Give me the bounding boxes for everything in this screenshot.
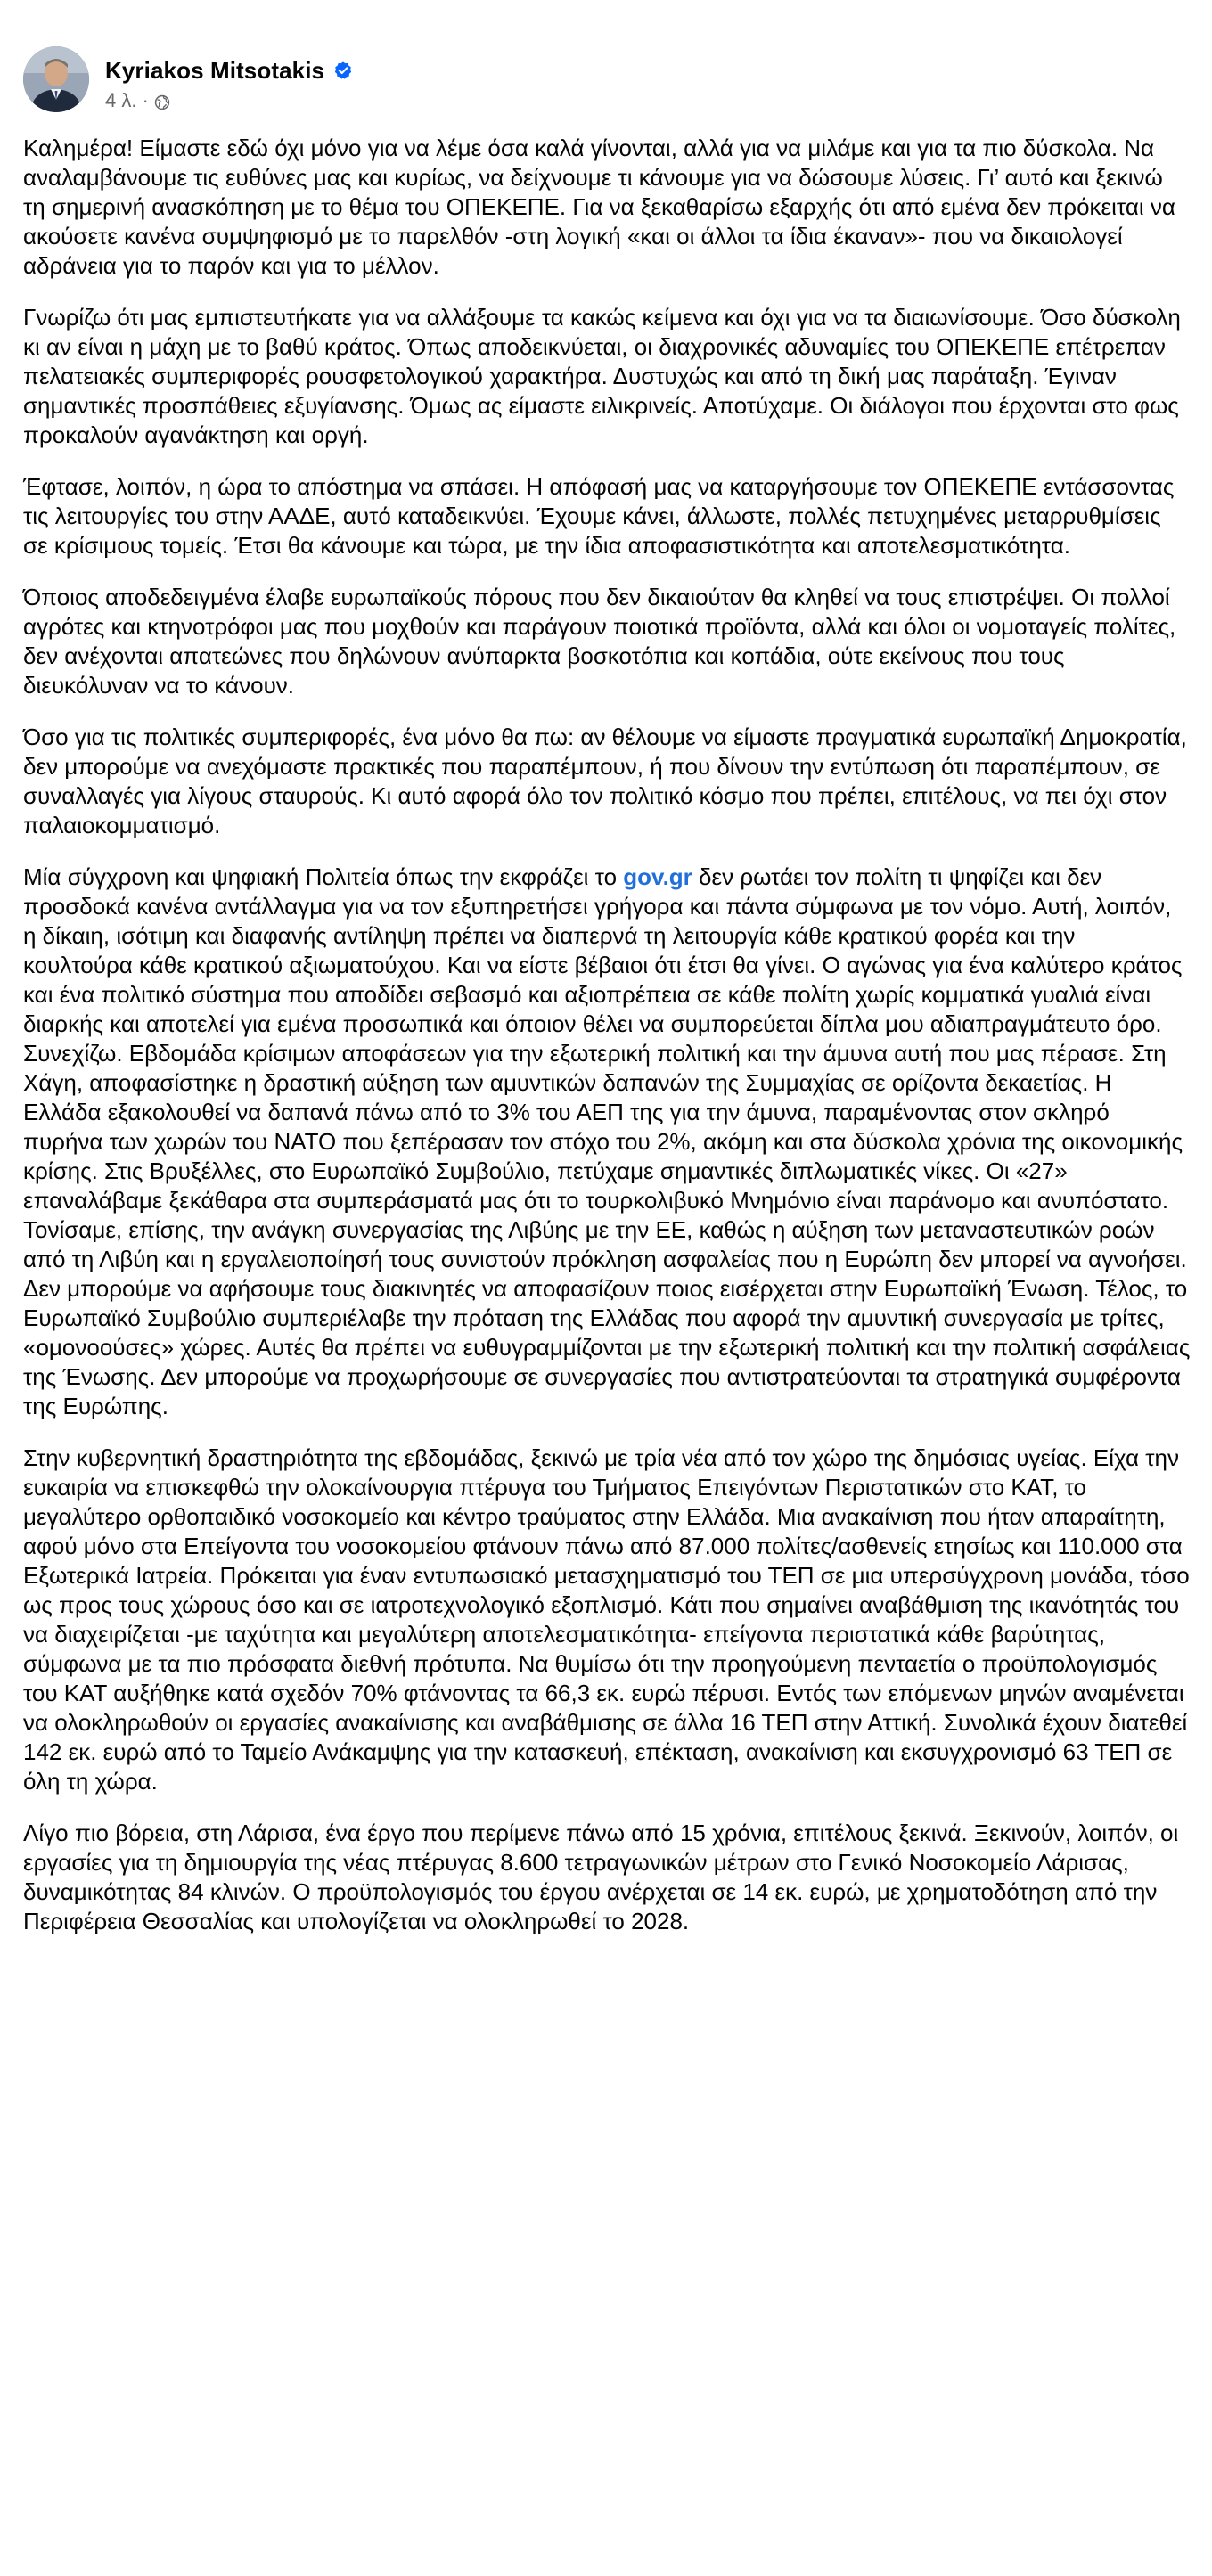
post-time[interactable]: 4 λ. — [105, 89, 137, 111]
author-name[interactable]: Kyriakos Mitsotakis — [105, 56, 325, 84]
gov-gr-link[interactable]: gov.gr — [623, 863, 692, 890]
post-header — [23, 46, 353, 127]
public-globe-icon[interactable] — [154, 93, 170, 109]
post-paragraph-1: Καλημέρα! Είμαστε εδώ όχι μόνο για να λέμε όσα καλά γίνονται, αλλά για να μιλάμε και για τα πιο δύσκολα. Να αναλαμβάνουμε τις ευθύνες μας και κυρίως, να δείχνουμε τι κάνουμε για να δώσουμε λύσεις. Γι’ αυτό και ξεκινώ τη σημερινή ανασκόπηση με το θέμα του ΟΠΕΚΕΠΕ. Για να ξεκαθαρίσω εξαρχής ότι από εμένα δεν πρόκειται να ακούσετε κανένα συμψηφισμό με το παρελθόν -στη λογική «και οι άλλοι τα ίδια έκαναν»- που να δικαιολογεί αδράνεια για το παρόν και για το μέλλον. — [23, 135, 1175, 279]
author-block — [105, 55, 353, 112]
post-paragraph-4: Όποιος αποδεδειγμένα έλαβε ευρωπαϊκούς πόρους που δεν δικαιούταν θα κληθεί να τους επιστρέψει. Οι πολλοί αγρότες και κτηνοτρόφοι μας που μοχθούν και παράγουν ποιοτικά προϊόντα, αλλά και όλοι οι νομοταγείς πολίτες, δεν ανέχονται απατεώνες που δηλώνουν ανύπαρκτα βοσκοτόπια και κοπάδια, ούτε εκείνους που τους διευκόλυναν να το κάνουν. — [23, 584, 1176, 699]
verified-badge-icon — [333, 61, 353, 80]
meta-separator: · — [142, 89, 149, 111]
post-meta — [105, 89, 353, 112]
post-paragraph-8: Στην κυβερνητική δραστηριότητα της εβδομάδας, ξεκινώ με τρία νέα από τον χώρο της δημόσιας υγείας. Είχα την ευκαιρία να επισκεφθώ την ολοκαίνουργια πτέρυγα του Τμήματος Επειγόντων Περιστατικών στο ΚΑΤ, το μεγαλύτερο ορθοπαιδικό νοσοκομείο και κέντρο τραύματος στην Ελλάδα. Μια ανακαίνιση που ήταν απαραίτητη, αφού μόνο στα Επείγοντα του νοσοκομείου φτάνουν πάνω από 87.000 πολίτες/ασθενείς ετησίως και 110.000 στα Εξωτερικά Ιατρεία. Πρόκειται για έναν εντυπωσιακό μετασχηματισμό του ΤΕΠ σε μια υπερσύγχρονη μονάδα, τόσο ως προς τους χώρους όσο και σε ιατροτεχνολογικό εξοπλισμό. Κάτι που σημαίνει αναβάθμιση της ικανότητάς του να διαχειρίζεται -με ταχύτητα και μεγαλύτερη αποτελεσματικότητα- επείγοντα περιστατικά κάθε βαρύτητας, σύμφωνα με τα πιο πρόσφατα διεθνή πρότυπα. Να θυμίσω ότι την προηγούμενη πενταετία ο προϋπολογισμός του ΚΑΤ αυξήθηκε κατά σχεδόν 70% φτάνοντας τα 66,3 εκ. ευρώ πέρυσι. Εντός των επόμενων μηνών αναμένεται να ολοκληρωθούν οι εργασίες ανακαίνισης και αναβάθμισης σε άλλα 16 ΤΕΠ στην Αττική. Συνολικά έχουν διατεθεί 142 εκ. ευρώ από το Ταμείο Ανάκαμψης για την κατασκευή, επέκταση, ανακαίνιση και εκσυγχρονισμό 63 ΤΕΠ σε όλη τη χώρα. — [23, 1444, 1190, 1795]
paragraph-6-text-before: Μία σύγχρονη και ψηφιακή Πολιτεία όπως την εκφράζει το — [23, 863, 624, 890]
post-paragraph-5: Όσο για τις πολιτικές συμπεριφορές, ένα μόνο θα πω: αν θέλουμε να είμαστε πραγματικά ευρωπαϊκή Δημοκρατία, δεν μπορούμε να ανεχόμαστε πρακτικές που παραπέμπουν, ή που δίνουν την εντύπωση ότι παραπέμπουν, σε συναλλαγές για λίγους σταυρούς. Κι αυτό αφορά όλο τον πολιτικό κόσμο που πρέπει, επιτέλους, να πει όχι στον παλαιοκομματισμό. — [23, 724, 1187, 838]
post-paragraph-9: Λίγο πιο βόρεια, στη Λάρισα, ένα έργο που περίμενε πάνω από 15 χρόνια, επιτέλους ξεκινά. Ξεκινούν, λοιπόν, οι εργασίες για τη δημιουργία της νέας πτέρυγας 8.600 τετραγωνικών μέτρων στο Γενικό Νοσοκομείο Λάρισας, δυναμικότητας 84 κλινών. Ο προϋπολογισμός του έργου ανέρχεται σε 14 εκ. ευρώ, με χρηματοδότηση από την Περιφέρεια Θεσσαλίας και υπολογίζεται να ολοκληρωθεί το 2028. — [23, 1820, 1179, 1934]
post-paragraph-3: Έφτασε, λοιπόν, η ώρα το απόστημα να σπάσει. Η απόφασή μας να καταργήσουμε τον ΟΠΕΚΕΠΕ εντάσσοντας τις λειτουργίες του στην ΑΑΔΕ, αυτό καταδεικνύει. Έχουμε κάνει, άλλωστε, πολλές πετυχημένες μεταρρυθμίσεις σε κρίσιμους τομείς. Έτσι θα κάνουμε και τώρα, με την ίδια αποφασιστικότητα και αποτελεσματικότητα. — [23, 473, 1175, 559]
author-avatar-image — [23, 46, 89, 112]
post-paragraph-2: Γνωρίζω ότι μας εμπιστευτήκατε για να αλλάξουμε τα κακώς κείμενα και όχι για να τα διαιωνίσουμε. Όσο δύσκολη κι αν είναι η μάχη με το βαθύ κράτος. Όπως αποδεικνύεται, οι διαχρονικές αδυναμίες του ΟΠΕΚΕΠΕ επέτρεπαν πελατειακές συμπεριφορές ρουσφετολογικού χαρακτήρα. Δυστυχώς και από τη δική μας παράταξη. Έγιναν σημαντικές προσπάθειες εξυγίανσης. Όμως ας είμαστε ειλικρινείς. Αποτύχαμε. Οι διάλογοι που έρχονται στο φως προκαλούν αγανάκτηση και οργή. — [23, 304, 1181, 448]
post-paragraph-6 — [23, 863, 1191, 1039]
author-row — [105, 55, 353, 86]
post-body — [23, 134, 1191, 1959]
post-paragraph-7: Συνεχίζω. Εβδομάδα κρίσιμων αποφάσεων για την εξωτερική πολιτική και την άμυνα αυτή που μας πέρασε. Στη Χάγη, αποφασίστηκε η δραστική αύξηση των αμυντικών δαπανών της Συμμαχίας σε ορίζοντα δεκαετίας. Η Ελλάδα εξακολουθεί να δαπανά πάνω από το 3% του ΑΕΠ της για την άμυνα, παραμένοντας στον σκληρό πυρήνα των χωρών του ΝΑΤΟ που ξεπέρασαν τον στόχο του 2%, ακόμη και στα δύσκολα χρόνια της οικονομικής κρίσης. Στις Βρυξέλλες, στο Ευρωπαϊκό Συμβούλιο, πετύχαμε σημαντικές διπλωματικές νίκες. Οι «27» επαναλάβαμε ξεκάθαρα στα συμπεράσματά μας ότι το τουρκολιβυκό Μνημόνιο είναι παράνομο και ανυπόστατο. Τονίσαμε, επίσης, την ανάγκη συνεργασίας της Λιβύης με την ΕΕ, καθώς η αύξηση των μεταναστευτικών ροών από τη Λιβύη και η εργαλειοποίησή τους συνιστούν πρόκληση ασφαλείας που η Ευρώπη δεν μπορεί να αγνοήσει. Δεν μπορούμε να αφήσουμε τους διακινητές να αποφασίζουν ποιος εισέρχεται στην Ευρωπαϊκή Ένωση. Τέλος, το Ευρωπαϊκό Συμβούλιο συμπεριέλαβε την πρόταση της Ελλάδας που αφορά την αμυντική συνεργασία με τρίτες, «ομονοούσες» χώρες. Αυτές θα πρέπει να ευθυγραμμίζονται με την εξωτερική πολιτική και την πολιτική ασφάλειας της Ένωσης. Δεν μπορούμε να προχωρήσουμε σε συνεργασίες που αντιστρατεύονται τα στρατηγικά συμφέροντα της Ευρώπης. — [23, 1040, 1191, 1419]
author-avatar[interactable] — [23, 46, 89, 112]
paragraph-6-text-after: δεν ρωτάει τον πολίτη τι ψηφίζει και δεν προσδοκά κανένα αντάλλαγμα για να τον εξυπηρετήσει γρήγορα και πάντα σύμφωνα με τον νόμο. Αυτή, λοιπόν, η δίκαιη, ισότιμη και διαφανής αντίληψη πρέπει να διαπερνά τη λειτουργία κάθε κρατικού φορέα και την κουλτούρα κάθε κρατικού αξιωματούχου. Και να είστε βέβαιοι ότι έτσι θα γίνει. Ο αγώνας για ένα καλύτερο κράτος και ένα πολιτικό σύστημα που αποδίδει σεβασμό και αξιοπρέπεια σε κάθε πολίτη χωρίς κομματικά γυαλιά είναι διαρκής και αποτελεί για εμένα προσωπικά και όποιον θέλει να συμπορεύεται δίπλα μου αδιαπραγμάτευτο όρο. — [23, 863, 1183, 1037]
